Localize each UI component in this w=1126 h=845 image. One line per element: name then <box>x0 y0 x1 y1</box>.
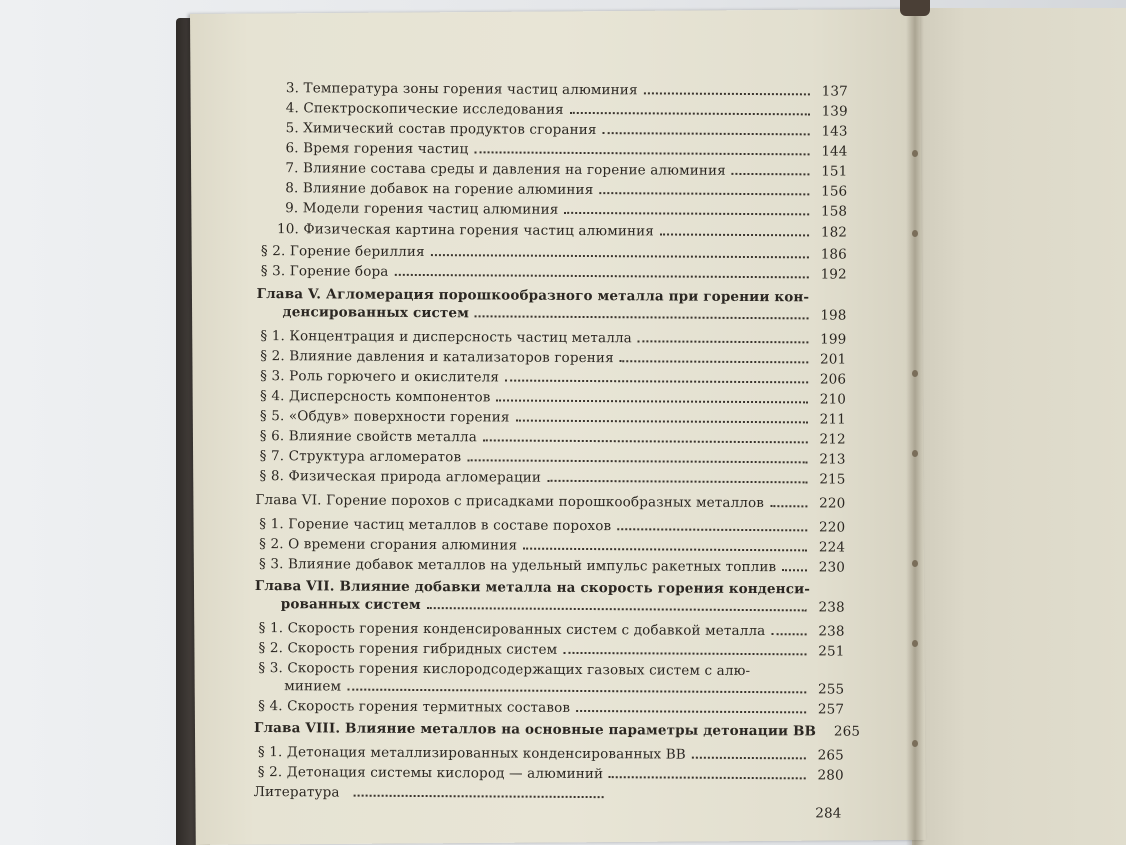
toc-page-number: 210 <box>819 391 847 408</box>
toc-entry-title: § 3. Влияние добавок металлов на удельный импульс ракетных топлив <box>258 556 777 576</box>
leader-dots <box>617 516 807 531</box>
leader-dots <box>638 328 809 343</box>
toc-page-number: 201 <box>820 351 847 368</box>
stitch-mark <box>912 740 918 747</box>
leader-dots <box>483 427 808 443</box>
toc-page-number: 238 <box>818 599 845 616</box>
chapter-heading-text: рованных систем <box>280 596 421 614</box>
toc-entry-title: § 1. Скорость горения конденсированных систем с добавкой металла <box>258 620 766 640</box>
toc-entry-title: 10. Физическая картина горения частиц алюминия <box>277 221 655 240</box>
toc-entry-title: § 1. Горение частиц металлов в составе порохов <box>259 516 612 535</box>
leader-dots <box>660 221 809 236</box>
toc-entry <box>258 696 844 720</box>
toc-entry-title: 8. Влияние добавок на горение алюминия <box>285 180 594 199</box>
toc-entry-title: § 1. Концентрация и дисперсность частиц металла <box>260 328 632 347</box>
leader-dots <box>347 677 806 694</box>
stitch-mark <box>912 370 918 377</box>
chapter-heading <box>255 490 845 514</box>
leader-dots <box>516 408 808 424</box>
leader-dots <box>644 80 810 95</box>
toc-entry-title: § 2. Влияние давления и катализаторов горения <box>260 348 614 367</box>
leader-dots <box>354 783 604 799</box>
toc-entry-title: 3. Температура зоны горения частиц алюминия <box>285 80 638 99</box>
chapter-heading <box>253 718 861 742</box>
leader-dots <box>496 387 808 403</box>
toc-page-number: 143 <box>821 123 848 140</box>
toc-entry-title: 4. Спектроскопические исследования <box>285 100 564 118</box>
toc-page-number: 230 <box>818 559 846 576</box>
toc-entry-title: § 3. Роль горючего и окислителя <box>260 368 500 386</box>
leader-dots <box>474 139 809 155</box>
toc-page-number: 265 <box>833 723 861 740</box>
toc-page-number: 137 <box>821 83 848 100</box>
leader-dots <box>427 595 807 611</box>
chapter-heading-continued <box>281 594 845 617</box>
toc-page-number: 213 <box>819 451 846 468</box>
toc-page-number: 186 <box>820 246 847 263</box>
leader-dots <box>570 100 810 115</box>
toc-entry-title: § 2. О времени сгорания алюминия <box>259 536 518 554</box>
toc-page-number: 144 <box>821 143 848 160</box>
toc-entry-title: § 5. «Обдув» поверхности горения <box>259 408 510 426</box>
leader-dots <box>609 764 806 779</box>
toc-page-number: 211 <box>819 411 846 428</box>
toc-entry-title: § 3. Горение бора <box>260 263 389 280</box>
toc-page-number: 158 <box>820 203 848 220</box>
toc-entry-title: § 3. Скорость горения кислородсодержащих газовых систем с алю- <box>258 660 751 680</box>
toc-entry <box>259 554 845 578</box>
toc-entry-title: минием <box>284 678 342 695</box>
toc-page-number: 192 <box>820 266 847 283</box>
chapter-heading: Глава VII. Влияние добавки металла на скорость горения конденси- <box>254 577 811 598</box>
toc-page-number: 284 <box>815 805 842 822</box>
chapter-heading: Глава V. Агломерация порошкообразного металла при горении кон- <box>256 285 810 306</box>
stitch-mark <box>912 450 918 457</box>
leader-dots <box>599 180 809 195</box>
toc-page-number: 224 <box>818 539 846 556</box>
toc-page-number: 199 <box>820 331 847 348</box>
chapter-heading-text: Глава VI. Горение порохов с присадками порошкообразных металлов <box>255 491 765 512</box>
leader-dots <box>732 161 810 175</box>
toc-entry-title: § 2. Горение бериллия <box>260 243 425 261</box>
toc-entry <box>277 219 847 242</box>
leader-dots <box>563 640 806 655</box>
toc-page-number: 257 <box>817 701 845 718</box>
right-page <box>912 8 1126 845</box>
chapter-heading-continued <box>283 302 847 325</box>
toc-entry-title: § 2. Детонация системы кислород — алюминий <box>257 764 604 783</box>
toc-page-number: 220 <box>819 495 846 512</box>
toc-entry-title: § 4. Дисперсность компонентов <box>260 388 491 406</box>
leader-dots <box>467 447 808 463</box>
toc-entry <box>260 466 846 490</box>
stitch-mark <box>912 230 918 237</box>
toc-entry-title: § 2. Скорость горения гибридных систем <box>258 640 558 658</box>
toc-page-number: 215 <box>819 471 846 488</box>
leader-dots <box>620 348 809 363</box>
toc-page-number: 212 <box>819 431 846 448</box>
leader-dots <box>576 698 806 713</box>
chapter-heading-text: Глава VIII. Влияние металлов на основные параметры детонации ВВ <box>253 719 817 740</box>
toc-page-number: 220 <box>818 519 846 536</box>
leader-dots <box>505 368 808 384</box>
leader-dots <box>771 621 806 635</box>
stitch-mark <box>912 560 918 567</box>
toc-page-number: 182 <box>820 224 848 241</box>
stitch-mark <box>912 640 918 647</box>
chapter-heading-text: денсированных систем <box>282 304 470 322</box>
leader-dots <box>523 536 807 552</box>
toc-entry-title: 7. Влияние состава среды и давления на горение алюминия <box>285 160 726 179</box>
leader-dots <box>475 303 809 319</box>
leader-dots <box>770 493 807 507</box>
toc-entry-title: § 7. Структура агломератов <box>259 448 462 466</box>
leader-dots <box>564 200 809 215</box>
book-gutter <box>906 10 924 845</box>
toc-page-number: 198 <box>820 307 847 324</box>
toc-page-number: 265 <box>817 747 844 764</box>
toc-entry-title: § 4. Скорость горения термитных составов <box>258 698 571 716</box>
stitch-mark <box>912 150 918 157</box>
leader-dots <box>603 120 810 135</box>
toc-entry-title: Литература <box>253 783 340 801</box>
leader-dots <box>692 745 806 760</box>
toc-entry-title: 9. Модели горения частиц алюминия <box>285 200 559 218</box>
leader-dots <box>547 468 808 484</box>
toc-entry-title: § 8. Физическая природа агломерации <box>259 468 542 486</box>
toc-page-number: 139 <box>821 103 848 120</box>
toc-entry-title: 5. Химический состав продуктов сгорания <box>285 120 597 139</box>
toc-entry <box>285 198 847 221</box>
toc-entry-title: 6. Время горения частиц <box>285 140 469 158</box>
leader-dots <box>431 242 809 258</box>
leader-dots <box>394 262 808 279</box>
leader-dots <box>782 557 807 571</box>
toc-entry-title: § 6. Влияние свойств металла <box>259 428 477 446</box>
toc-page-number: 206 <box>819 371 847 388</box>
literature-entry <box>254 782 604 804</box>
binding-thread <box>900 0 930 16</box>
toc-page-number: 280 <box>817 767 844 784</box>
toc-entry <box>261 261 847 285</box>
toc-page-number: 238 <box>818 623 845 640</box>
toc-page-number: 151 <box>821 163 848 180</box>
toc-entry-title: § 1. Детонация металлизированных конденсированных ВВ <box>257 744 686 763</box>
toc-page-number: 156 <box>821 183 848 200</box>
toc-page-number: 251 <box>818 643 845 660</box>
toc-page-number: 255 <box>818 681 845 698</box>
